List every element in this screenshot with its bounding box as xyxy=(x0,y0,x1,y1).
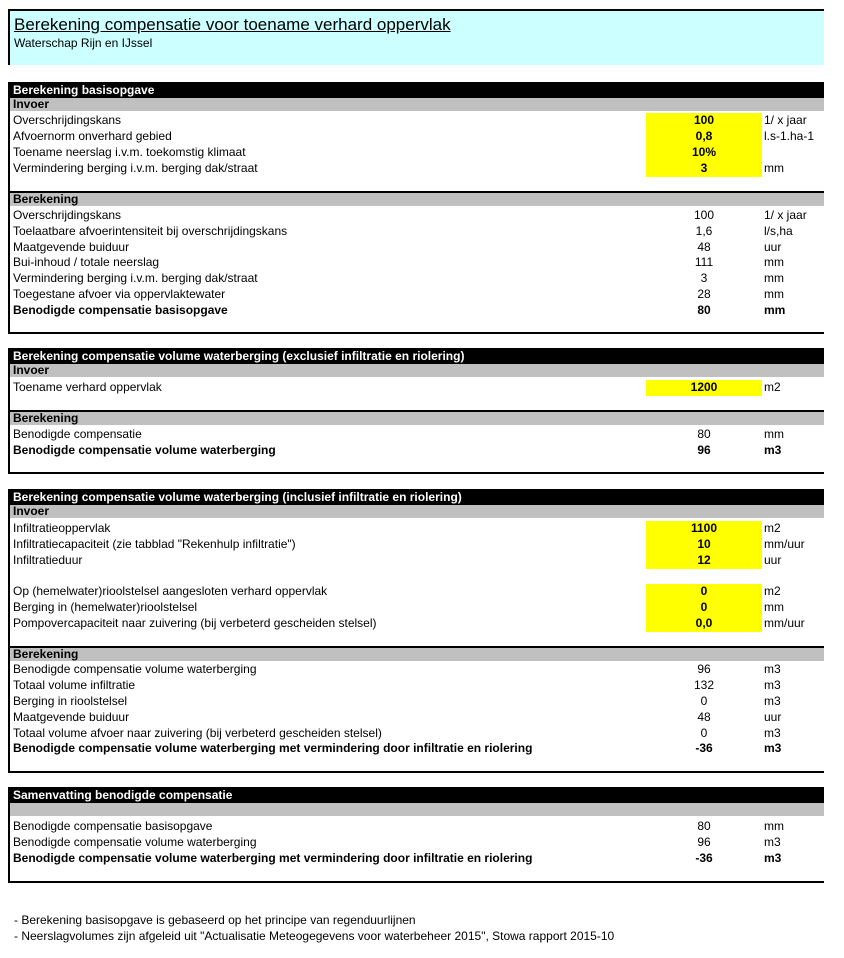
row-value: 96 xyxy=(697,443,711,457)
calc-row xyxy=(10,271,824,286)
row-unit: mm xyxy=(764,427,784,441)
row-unit: mm xyxy=(764,255,784,269)
summary-result-row xyxy=(10,851,824,866)
row-unit: mm/uur xyxy=(764,537,805,551)
berekening-header: Berekening xyxy=(10,191,824,206)
row-label: Berging in (hemelwater)rioolstelsel xyxy=(13,600,198,614)
input-cell[interactable]: 3 xyxy=(646,161,762,177)
input-row xyxy=(10,113,824,128)
input-cell[interactable]: 0,0 xyxy=(646,616,762,632)
input-row xyxy=(10,129,824,144)
row-label: Toename neerslag i.v.m. toekomstig klimaat xyxy=(13,145,246,159)
footnotes xyxy=(14,912,614,944)
section-title: Berekening basisopgave xyxy=(10,82,824,98)
input-row xyxy=(10,161,824,176)
result-row xyxy=(10,443,824,458)
row-unit: uur xyxy=(764,240,782,254)
row-unit: m3 xyxy=(764,662,781,676)
summary-row xyxy=(10,835,824,850)
row-label: Berging in rioolstelsel xyxy=(13,694,128,708)
calc-row xyxy=(10,662,824,677)
input-row xyxy=(10,553,824,568)
calc-row xyxy=(10,427,824,442)
row-label: Vermindering berging i.v.m. berging dak/straat xyxy=(13,161,258,175)
row-value: 0 xyxy=(700,694,708,708)
berekening-header: Berekening xyxy=(10,646,824,661)
section-title: Berekening compensatie volume waterberging (exclusief infiltratie en riolering) xyxy=(10,348,824,364)
row-label: Op (hemelwater)rioolstelsel aangesloten verhard oppervlak xyxy=(13,584,328,598)
calc-row xyxy=(10,710,824,725)
calc-row xyxy=(10,287,824,302)
row-value: 96 xyxy=(697,835,711,849)
row-unit: 1/ x jaar xyxy=(764,113,807,127)
calc-row xyxy=(10,240,824,255)
row-unit: mm/uur xyxy=(764,616,805,630)
input-cell[interactable]: 1200 xyxy=(646,380,762,396)
row-unit: mm xyxy=(764,600,784,614)
berekening-header: Berekening xyxy=(10,410,824,425)
footnote: - Neerslagvolumes zijn afgeleid uit "Actualisatie Meteogegevens voor waterbeheer 2015", Stowa rapport 2015-10 xyxy=(14,929,615,943)
section-basisopgave xyxy=(8,82,824,334)
row-unit: m3 xyxy=(764,694,781,708)
row-value: 48 xyxy=(697,710,711,724)
row-value: 111 xyxy=(694,255,714,269)
section-inclusief xyxy=(8,489,824,773)
row-value: 80 xyxy=(697,303,711,317)
footnote: - Berekening basisopgave is gebaseerd op het principe van regenduurlijnen xyxy=(14,913,416,927)
row-value: 132 xyxy=(693,678,715,692)
input-row xyxy=(10,380,824,395)
input-row xyxy=(10,145,824,160)
result-row xyxy=(10,303,824,318)
row-value: 0 xyxy=(700,726,708,740)
calc-row xyxy=(10,224,824,239)
row-unit: mm xyxy=(764,303,786,317)
row-unit: mm xyxy=(764,287,784,301)
row-label: Maatgevende buiduur xyxy=(13,710,130,724)
row-label: Benodigde compensatie basisopgave xyxy=(13,819,213,833)
calc-row xyxy=(10,694,824,709)
input-cell[interactable]: 0 xyxy=(646,584,762,600)
row-label: Totaal volume infiltratie xyxy=(13,678,136,692)
section-exclusief xyxy=(8,348,824,474)
row-value: 96 xyxy=(697,662,711,676)
section-title: Samenvatting benodigde compensatie xyxy=(10,787,824,803)
row-label: Pompovercapaciteit naar zuivering (bij verbeterd gescheiden stelsel) xyxy=(13,616,377,630)
input-row xyxy=(10,600,824,615)
input-cell[interactable]: 12 xyxy=(646,553,762,569)
row-value: 80 xyxy=(697,819,711,833)
row-label: Benodigde compensatie volume waterberging met vermindering door infiltratie en riolering xyxy=(13,851,533,865)
row-label: Totaal volume afvoer naar zuivering (bij verbeterd gescheiden stelsel) xyxy=(13,726,382,740)
row-unit: m3 xyxy=(764,726,781,740)
row-value: 48 xyxy=(697,240,711,254)
page-subtitle: Waterschap Rijn en IJssel xyxy=(14,36,153,50)
input-cell[interactable]: 100 xyxy=(646,113,762,129)
section-title: Berekening compensatie volume waterberging (inclusief infiltratie en riolering) xyxy=(10,489,824,505)
row-unit: m2 xyxy=(764,521,781,535)
row-unit: mm xyxy=(764,161,784,175)
input-row xyxy=(10,584,824,599)
row-unit: m3 xyxy=(764,678,781,692)
title-block xyxy=(8,9,824,65)
row-label: Benodigde compensatie volume waterberging xyxy=(13,443,276,457)
row-unit: mm xyxy=(764,819,784,833)
row-value: 80 xyxy=(697,427,711,441)
result-row xyxy=(10,741,824,756)
row-label: Toename verhard oppervlak xyxy=(13,380,162,394)
row-label: Vermindering berging i.v.m. berging dak/straat xyxy=(13,271,258,285)
row-unit: m3 xyxy=(764,835,781,849)
row-unit: m2 xyxy=(764,584,781,598)
row-unit: m3 xyxy=(764,851,782,865)
row-label: Infiltratiecapaciteit (zie tabblad "Rekenhulp infiltratie") xyxy=(13,537,296,551)
invoer-header: Invoer xyxy=(10,505,824,518)
row-unit: uur xyxy=(764,710,782,724)
row-label: Bui-inhoud / totale neerslag xyxy=(13,255,160,269)
row-label: Toelaatbare afvoerintensiteit bij overschrijdingskans xyxy=(13,224,288,238)
row-value: -36 xyxy=(695,741,713,755)
row-label: Infiltratieduur xyxy=(13,553,83,567)
invoer-header: Invoer xyxy=(10,98,824,111)
row-unit: l/s,ha xyxy=(764,224,793,238)
summary-spacer xyxy=(10,803,824,816)
row-label: Afvoernorm onverhard gebied xyxy=(13,129,172,143)
section-samenvatting xyxy=(8,787,824,883)
calc-row xyxy=(10,255,824,270)
summary-row xyxy=(10,819,824,834)
invoer-header: Invoer xyxy=(10,364,824,377)
page-title: Berekening compensatie voor toename verhard oppervlak xyxy=(14,15,451,34)
calc-row xyxy=(10,678,824,693)
row-unit: m2 xyxy=(764,380,781,394)
input-row xyxy=(10,521,824,536)
input-cell[interactable]: 10 xyxy=(646,537,762,553)
row-label: Overschrijdingskans xyxy=(13,208,122,222)
calc-row xyxy=(10,726,824,741)
row-value: 1,6 xyxy=(695,224,713,238)
row-value: 100 xyxy=(693,208,715,222)
row-label: Maatgevende buiduur xyxy=(13,240,130,254)
row-unit: m3 xyxy=(764,443,782,457)
row-label: Overschrijdingskans xyxy=(13,113,122,127)
row-value: -36 xyxy=(695,851,713,865)
input-row xyxy=(10,616,824,631)
row-unit: uur xyxy=(764,553,782,567)
row-value: 28 xyxy=(697,287,711,301)
row-label: Benodigde compensatie volume waterberging xyxy=(13,662,257,676)
row-unit: m3 xyxy=(764,741,782,755)
input-cell[interactable]: 10% xyxy=(646,145,762,161)
row-label: Benodigde compensatie basisopgave xyxy=(13,303,228,317)
input-row xyxy=(10,537,824,552)
input-cell[interactable]: 0,8 xyxy=(646,129,762,145)
input-cell[interactable]: 1100 xyxy=(646,521,762,537)
input-cell[interactable]: 0 xyxy=(646,600,762,616)
row-unit: l.s-1.ha-1 xyxy=(764,129,815,143)
row-label: Benodigde compensatie volume waterberging met vermindering door infiltratie en riolering xyxy=(13,741,533,755)
row-label: Benodigde compensatie xyxy=(13,427,142,441)
calc-row xyxy=(10,208,824,223)
row-unit: 1/ x jaar xyxy=(764,208,807,222)
row-unit: mm xyxy=(764,271,784,285)
row-value: 3 xyxy=(700,271,708,285)
row-label: Infiltratieoppervlak xyxy=(13,521,111,535)
row-label: Benodigde compensatie volume waterberging xyxy=(13,835,257,849)
row-label: Toegestane afvoer via oppervlaktewater xyxy=(13,287,226,301)
